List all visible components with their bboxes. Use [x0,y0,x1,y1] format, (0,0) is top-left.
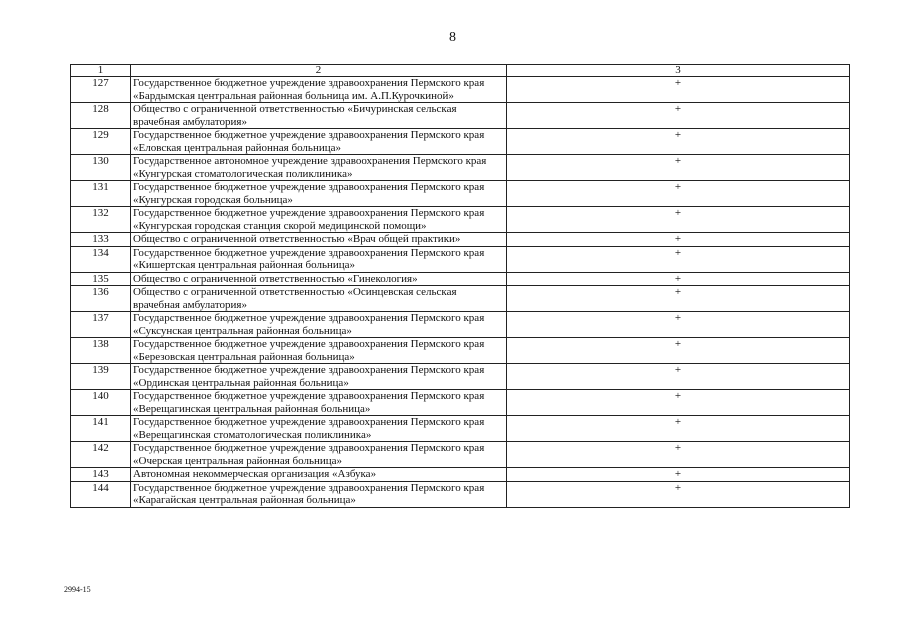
inclusion-mark-cell: + [507,246,850,272]
row-number-cell: 142 [71,442,131,468]
table-row [71,77,850,103]
table-row [71,416,850,442]
row-number-cell: 128 [71,103,131,129]
table-row [71,312,850,338]
row-number-cell: 133 [71,233,131,247]
inclusion-mark-cell: + [507,416,850,442]
column-header-1: 1 [71,65,131,77]
organization-name-cell: Государственное бюджетное учреждение здравоохранения Пермского края «Карагайская центральная районная больница» [131,481,507,507]
table-row [71,468,850,482]
organization-name-cell: Общество с ограниченной ответственностью «Врач общей практики» [131,233,507,247]
organization-name-cell: Государственное бюджетное учреждение здравоохранения Пермского края «Кишертская центральная районная больница» [131,246,507,272]
table-row [71,286,850,312]
column-header-2: 2 [131,65,507,77]
table-row [71,181,850,207]
table-row [71,103,850,129]
inclusion-mark-cell: + [507,442,850,468]
row-number-cell: 144 [71,481,131,507]
inclusion-mark-cell: + [507,468,850,482]
row-number-cell: 129 [71,129,131,155]
row-number-cell: 127 [71,77,131,103]
organization-name-cell: Государственное бюджетное учреждение здравоохранения Пермского края «Еловская центральная районная больница» [131,129,507,155]
table-row [71,390,850,416]
table-row [71,442,850,468]
table-row [71,246,850,272]
row-number-cell: 130 [71,155,131,181]
table-row [71,233,850,247]
organization-name-cell: Общество с ограниченной ответственностью «Бичуринская сельская врачебная амбулатория» [131,103,507,129]
table-row [71,155,850,181]
inclusion-mark-cell: + [507,364,850,390]
inclusion-mark-cell: + [507,272,850,286]
inclusion-mark-cell: + [507,181,850,207]
row-number-cell: 138 [71,338,131,364]
organization-name-cell: Государственное автономное учреждение здравоохранения Пермского края «Кунгурская стоматологическая поликлиника» [131,155,507,181]
inclusion-mark-cell: + [507,207,850,233]
inclusion-mark-cell: + [507,481,850,507]
organization-name-cell: Общество с ограниченной ответственностью «Осинцевская сельская врачебная амбулатория» [131,286,507,312]
table-row [71,129,850,155]
inclusion-mark-cell: + [507,312,850,338]
page-number: 8 [449,30,456,45]
organization-name-cell: Государственное бюджетное учреждение здравоохранения Пермского края «Кунгурская городская станция скорой медицинской помощи» [131,207,507,233]
inclusion-mark-cell: + [507,103,850,129]
row-number-cell: 137 [71,312,131,338]
inclusion-mark-cell: + [507,129,850,155]
organization-name-cell: Государственное бюджетное учреждение здравоохранения Пермского края «Бардымская центральная районная больница им. А.П.Курочкиной» [131,77,507,103]
organization-name-cell: Государственное бюджетное учреждение здравоохранения Пермского края «Ординская центральная районная больница» [131,364,507,390]
row-number-cell: 141 [71,416,131,442]
row-number-cell: 132 [71,207,131,233]
table-row [71,481,850,507]
row-number-cell: 136 [71,286,131,312]
table-row [71,338,850,364]
row-number-cell: 135 [71,272,131,286]
table-row [71,364,850,390]
organization-name-cell: Автономная некоммерческая организация «Азбука» [131,468,507,482]
organization-name-cell: Государственное бюджетное учреждение здравоохранения Пермского края «Верещагинская стоматологическая поликлиника» [131,416,507,442]
row-number-cell: 139 [71,364,131,390]
inclusion-mark-cell: + [507,155,850,181]
inclusion-mark-cell: + [507,390,850,416]
inclusion-mark-cell: + [507,338,850,364]
organization-name-cell: Государственное бюджетное учреждение здравоохранения Пермского края «Березовская центральная районная больница» [131,338,507,364]
organization-name-cell: Общество с ограниченной ответственностью «Гинекология» [131,272,507,286]
registry-table [70,64,850,508]
row-number-cell: 131 [71,181,131,207]
row-number-cell: 134 [71,246,131,272]
inclusion-mark-cell: + [507,233,850,247]
organization-name-cell: Государственное бюджетное учреждение здравоохранения Пермского края «Верещагинская центральная районная больница» [131,390,507,416]
table-row [71,207,850,233]
row-number-cell: 143 [71,468,131,482]
inclusion-mark-cell: + [507,286,850,312]
organization-name-cell: Государственное бюджетное учреждение здравоохранения Пермского края «Очерская центральная районная больница» [131,442,507,468]
row-number-cell: 140 [71,390,131,416]
inclusion-mark-cell: + [507,77,850,103]
column-header-3: 3 [507,65,850,77]
document-code: 2994-15 [64,585,91,594]
table-row [71,272,850,286]
organization-name-cell: Государственное бюджетное учреждение здравоохранения Пермского края «Суксунская центральная районная больница» [131,312,507,338]
table-header-row [71,65,850,77]
organization-name-cell: Государственное бюджетное учреждение здравоохранения Пермского края «Кунгурская городская больница» [131,181,507,207]
